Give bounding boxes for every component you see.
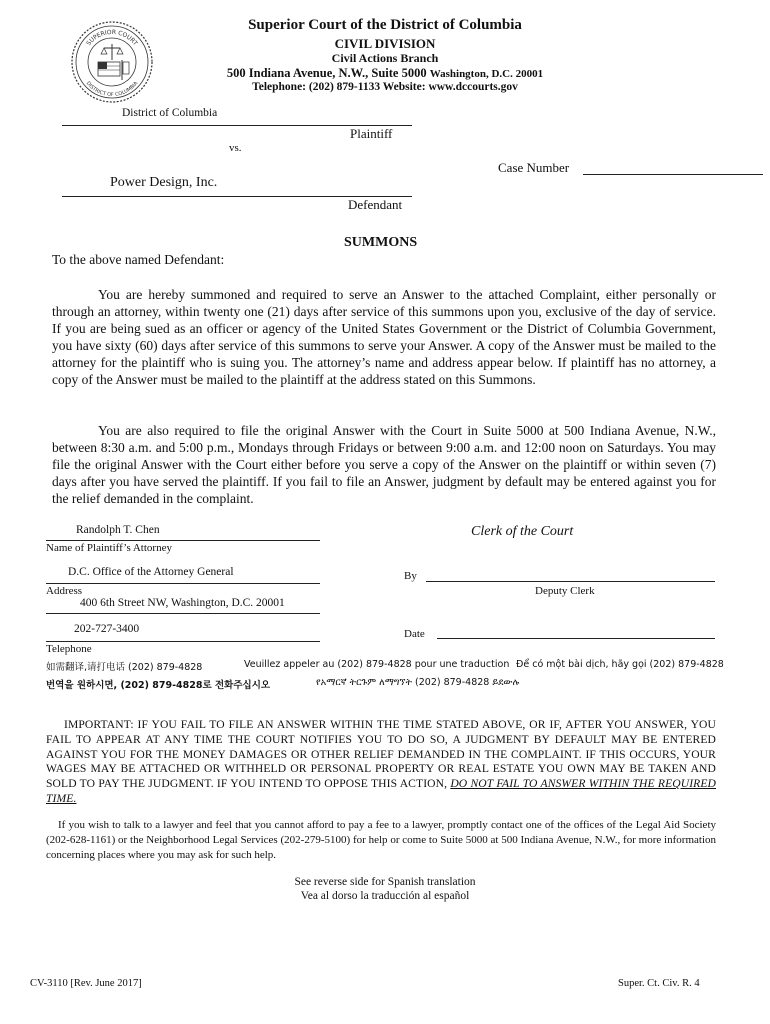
- reverse-side-note: [0, 875, 770, 903]
- legal-aid-paragraph: If you wish to talk to a lawyer and feel that you cannot afford to pay a fee to a lawyer, promptly contact one of the offices of the Legal Aid Society (202-628-1161) or the Neighborhood Legal Services (202-279-5100) for help or come to Suite 5000 at 500 Indiana Avenue, N.W., for more information concerning places where you may ask for such help.: [46, 819, 716, 861]
- division-name: CIVIL DIVISION: [334, 36, 436, 51]
- summons-title: SUMMONS: [344, 235, 418, 250]
- salutation: To the above named Defendant:: [52, 252, 225, 267]
- court-rule: Super. Ct. Civ. R. 4: [618, 978, 700, 989]
- case-number-field[interactable]: [583, 174, 763, 175]
- case-number-label: Case Number: [498, 160, 570, 175]
- reverse-spanish: Vea al dorso la traducción al español: [300, 890, 470, 902]
- plaintiff-label: Plaintiff: [350, 126, 393, 141]
- plaintiff-name: District of Columbia: [122, 107, 218, 119]
- form-id: CV-3110 [Rev. June 2017]: [30, 978, 142, 989]
- svg-text:DISTRICT OF COLUMBIA: DISTRICT OF COLUMBIA: [84, 80, 140, 99]
- date-label: Date: [404, 628, 425, 640]
- attorney-phone-line: [46, 641, 320, 642]
- attorney-name-line: [46, 540, 320, 541]
- reverse-english: See reverse side for Spanish translation: [294, 876, 476, 888]
- court-address: 500 Indiana Avenue, N.W., Suite 5000 Washington, D.C. 20001: [226, 66, 544, 80]
- summons-paragraph-2: You are also required to file the original Answer with the Court in Suite 5000 at 500 Indiana Avenue, N.W., between 8:30 a.m. and 5:00 p.m., Mondays through Fridays or between 9:00 a.m. and 12:00 noon on Saturdays. You may file the original Answer with the Court either before you serve a copy of the Answer on the plaintiff or within seven (7) days after you have served the plaintiff. If you fail to file an Answer, judgment by default may be entered against you for the relief demanded in the complaint.: [52, 423, 716, 506]
- date-field[interactable]: [437, 638, 715, 639]
- defendant-name: Power Design, Inc.: [110, 175, 218, 190]
- attorney-phone: 202-727-3400: [74, 623, 140, 635]
- translation-french: Veuillez appeler au (202) 879-4828 pour une traduction: [244, 659, 510, 670]
- vs-label: vs.: [229, 142, 242, 154]
- court-name: Superior Court of the District of Columbia: [248, 17, 522, 33]
- translation-amharic: የአማርኛ ትርጉም ለማግኘት (202) 879-4828 ይደውሉ: [316, 677, 520, 688]
- court-seal: [70, 20, 154, 104]
- important-warning: DO NOT FAIL TO ANSWER WITHIN THE REQUIRED TIME.: [46, 777, 717, 805]
- branch-name: Civil Actions Branch: [331, 51, 439, 65]
- by-label: By: [404, 570, 417, 582]
- court-phone-website: Telephone: (202) 879-1133 Website: www.dccourts.gov: [252, 81, 518, 93]
- telephone-label: Telephone: [46, 643, 92, 655]
- attorney-name: Randolph T. Chen: [76, 524, 160, 536]
- attorney-street: 400 6th Street NW, Washington, D.C. 20001: [80, 597, 285, 609]
- attorney-office: D.C. Office of the Attorney General: [68, 566, 234, 578]
- translation-vietnamese: Để có một bài dịch, hãy gọi (202) 879-4828: [516, 659, 724, 670]
- translation-korean: 번역을 원하시면, (202) 879-4828로 전화주십시오: [46, 680, 271, 691]
- deputy-clerk-label: Deputy Clerk: [535, 585, 595, 597]
- defendant-label: Defendant: [348, 197, 403, 212]
- svg-text:SUPERIOR COURT: SUPERIOR COURT: [85, 28, 139, 47]
- deputy-signature-field[interactable]: [426, 581, 715, 582]
- important-notice: IMPORTANT: IF YOU FAIL TO FILE AN ANSWER WITHIN THE TIME STATED ABOVE, OR IF, AFTER YOU ANSWER, YOU FAIL TO APPEAR AT ANY TIME THE COURT NOTIFIES YOU TO DO SO, A JUDGMENT BY DEFAULT MAY BE ENTERED AGAINST YOU FOR THE MONEY DAMAGES OR OTHER RELIEF DEMANDED IN THE COMPLAINT. IF THIS OCCURS, YOUR WAGES MAY BE ATTACHED OR WITHHELD OR PERSONAL PROPERTY OR REAL ESTATE YOU OWN MAY BE TAKEN AND SOLD TO PAY THE JUDGMENT. IF YOU INTEND TO OPPOSE THIS ACTION, DO NOT FAIL TO ANSWER WITHIN THE REQUIRED TIME.: [46, 718, 717, 805]
- translation-chinese: 如需翻译,请打电话 (202) 879-4828: [46, 662, 203, 673]
- address-label: Address: [46, 585, 83, 597]
- attorney-name-label: Name of Plaintiff’s Attorney: [46, 542, 172, 554]
- summons-paragraph-1: You are hereby summoned and required to serve an Answer to the attached Complaint, either personally or through an attorney, within twenty one (21) days after service of this summons upon you, exclusive of the day of service. If you are being sued as an officer or agency of the United States Government or the District of Columbia Government, you have sixty (60) days after service of this summons to serve your Answer. A copy of the Answer must be mailed to the attorney for the plaintiff who is suing you. The attorney’s name and address appear below. If plaintiff has no attorney, a copy of the Answer must be mailed to the plaintiff at the address stated on this Summons.: [52, 287, 716, 387]
- clerk-of-court: Clerk of the Court: [471, 524, 574, 539]
- attorney-office-line: [46, 583, 320, 584]
- attorney-street-line: [46, 613, 320, 614]
